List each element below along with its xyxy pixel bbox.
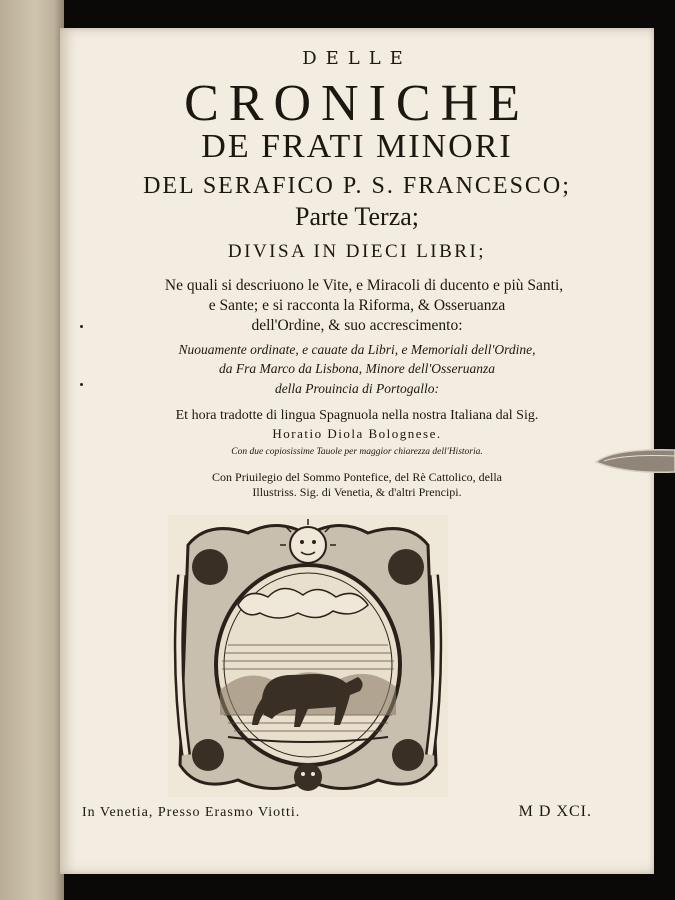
author-line-2: da Fra Marco da Lisbona, Minore dell'Osseruanza bbox=[218, 361, 495, 376]
bullet-mark bbox=[80, 325, 83, 328]
bookmark-ribbon bbox=[594, 440, 675, 480]
title-line-parte-terza: Parte Terza; bbox=[294, 202, 420, 231]
tables-note: Con due copiosissime Tauole per maggior chiarezza dell'Historia. bbox=[231, 447, 483, 457]
author-line-1: Nuouamente ordinate, e cauate da Libri, e Memoriali dell'Ordine, bbox=[178, 342, 536, 357]
description-line-2: e Sante; e si racconta la Riforma, & Osseruanza bbox=[208, 297, 506, 314]
printers-device-woodcut bbox=[168, 515, 448, 797]
title-line-delle: DELLE bbox=[302, 48, 412, 69]
title-line-croniche: CRONICHE bbox=[184, 75, 530, 132]
privilege-line-2: Illustriss. Sig. di Venetia, & d'altri Prencipi. bbox=[252, 485, 462, 499]
title-line-serafico: DEL SERAFICO P. S. FRANCESCO; bbox=[143, 173, 571, 199]
author-line-3: della Prouincia di Portogallo: bbox=[274, 381, 440, 396]
title-page bbox=[60, 28, 654, 874]
title-line-divisa: DIVISA IN DIECI LIBRI; bbox=[227, 241, 487, 262]
imprint: In Venetia, Presso Erasmo Viotti. bbox=[82, 805, 301, 820]
description-line-1: Ne quali si descriuono le Vite, e Miracoli di ducento e più Santi, bbox=[164, 277, 564, 294]
left-page-edge bbox=[0, 0, 64, 900]
title-line-frati-minori: DE FRATI MINORI bbox=[201, 128, 513, 165]
translator-line-1: Et hora tradotte di lingua Spagnuola nella nostra Italiana dal Sig. bbox=[175, 408, 539, 423]
publication-date: M D XCI. bbox=[518, 803, 592, 820]
translator-line-2: Horatio Diola Bolognese. bbox=[272, 426, 442, 441]
description-line-3: dell'Ordine, & suo accrescimento: bbox=[251, 317, 463, 334]
privilege-line-1: Con Priuilegio del Sommo Pontefice, del Rè Cattolico, della bbox=[212, 470, 502, 484]
